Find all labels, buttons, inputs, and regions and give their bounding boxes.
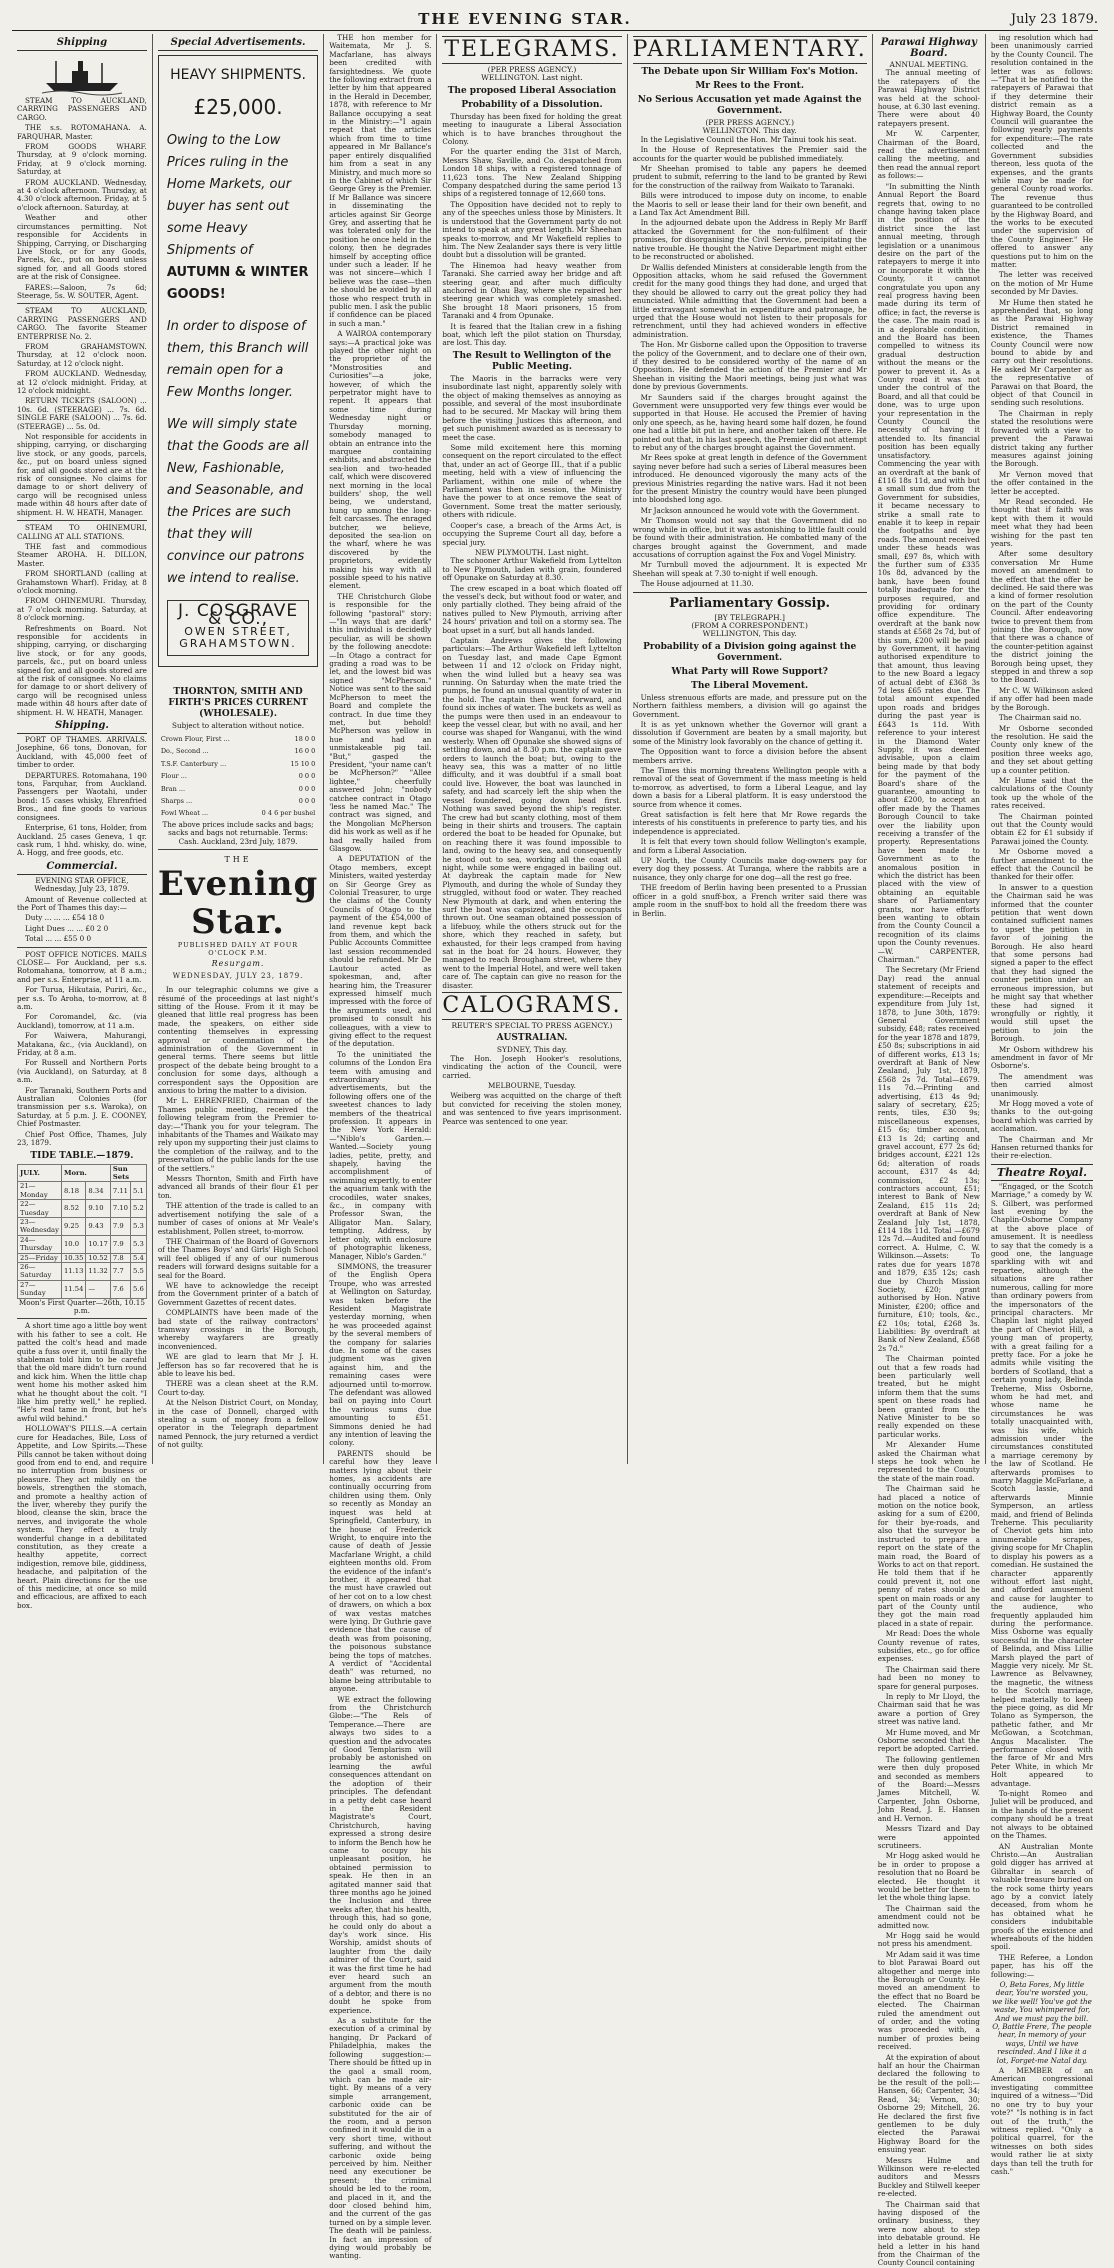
tide-cell: 5.5 <box>131 1262 147 1280</box>
sub-heading: The Liberal Movement. <box>691 680 809 691</box>
tide-cell: 8.34 <box>86 1182 110 1200</box>
news-paragraph: To-night Romeo and Juliet will be produced, and in the hands of the present company should be a treat not always to be obtained on the Thames. <box>990 1789 1093 1841</box>
news-paragraph: Mr Osborne seconded the resolution. He said the County only knew of the position three weeks ago, and they set about getting up a counter petition. <box>990 723 1093 775</box>
ad-title: HEAVY SHIPMENTS. <box>170 67 306 83</box>
news-paragraph: The Hinemoa had heavy weather from Taranaki. She carried away her bridge and aft steering gear, and after much difficulty anchored in Ohau Bay, where she repaired her steering gear which was completely smashed. She brought 18 Maori prisoners, 15 from Taranaki and 4 from Opunake. <box>442 260 622 321</box>
tide-cell: 24—Thursday <box>18 1235 62 1253</box>
dateline: NEW PLYMOUTH. Last night. <box>474 547 589 557</box>
agency-line: (PER PRESS AGENCY.) <box>487 65 577 74</box>
ad-paragraph: STEAM TO AUCKLAND, CARRYING PASSENGERS AND CARGO. <box>17 96 147 122</box>
ad-paragraph: Refreshments on Board. Not responsible for accidents in shipping, carrying, or discharging live stock, or for any goods, parcels, &c., put on board unless signed for, and all goods stored are at the risk of consignee. No claims for damage to or short delivery of cargo will be recognised unless made within 48 hours after date of shipment. H. W. HEATH, Manager. <box>17 623 147 717</box>
tide-cell: 8.18 <box>61 1182 85 1200</box>
news-paragraph: PORT OF THAMES. ARRIVALS. Josephine, 66 tons, Donovan, for Auckland, with 45,000 feet of timber to order. <box>17 735 147 770</box>
news-paragraph: Mr Osborne moved a further amendment to the effect that the Council be thanked for their offer. <box>990 847 1093 882</box>
news-paragraph: Bills were introduced to impose duty on income, to enable the Maoris to sell or lease their land for their own benefit, and a Land Tax Act Amendment Bill. <box>632 191 867 218</box>
tide-header: Sun Sets <box>110 1164 146 1182</box>
tide-cell: 8.52 <box>61 1200 85 1218</box>
paper-title: THE EVENING STAR. <box>418 10 632 28</box>
section-heading-telegrams: TELEGRAMS. <box>444 37 620 62</box>
table-row <box>18 1280 147 1298</box>
price-item: Crown Flour, First ... <box>160 735 230 744</box>
ad-body-line: In order to dispose of them, this Branch will remain open for a Few Months longer. <box>166 319 309 400</box>
tide-cell: 22—Tuesday <box>18 1200 62 1218</box>
price-item: Bran ... <box>160 784 186 793</box>
news-paragraph: The Secretary (Mr Friend Day) read the annual statement of receipts and expenditure:—Receipts and expenditure from July 1st, 1878, to June 30th, 1879: General Government subsidy, £48; rates received for the year 1878 and 1879, £50 8s; subscriptions in aid of different works, £13 1s; overdraft at Bank of New Zealand, July 1st, 1879, £568 2s 7d. Total—£679. 11s 7d.—Printing and advertising, £13 4s 9d; salary of secretary, £25; rents, tiles, £30 9s; miscellaneous expenses, £15 6s; timber account, £13 1s 2d; carting and gravel account, £77 2s 6d; bridges account, £221 12s 6d; alteration of roads account, £317 4s 4d; commission, £2 13s; contractors account, £51; interest to Bank of New Zealand, £15 11s 2d; overdraft at Bank of New Zealand July 1st, 1878, £114 18s 11d. Total —£679 12s 7d.—Audited and found correct. A. Hulme, C. W. Wilkinson.—Assets: To rates due for years 1878 and 1879, £35 12s; cash due by Church Mission Society, £20; grant authorised by Hon. Native Minister, £200; office and furniture, £10; tools, &c., £2 10s; total, £268 3s. Liabilities: By overdraft at Bank of New Zealand, £568 2s 7d." <box>877 965 980 1353</box>
advertiser-street: OWEN STREET, <box>184 624 292 638</box>
news-paragraph: UP North, the County Councils make dog-owners pay for every dog they possess. At Turanga, where the rabbits are a nuisance, they only charge for one dog—all the rest go free. <box>632 856 867 882</box>
news-paragraph: Thursday has been fixed for holding the great meeting to inaugurate a Liberal Association which is to have branches throughout the Colony. <box>442 111 622 147</box>
news-paragraph: Cooper's case, a breach of the Arms Act, is occupying the Supreme Court all day, before a special jury. <box>442 520 622 547</box>
steamship-icon <box>17 53 147 97</box>
editorial-masthead <box>158 856 318 980</box>
sub-heading: The Result to Wellington of the Public Meeting. <box>452 350 612 372</box>
tide-cell: 7.7 <box>110 1262 130 1280</box>
notice-line: Chief Post Office, Thames, July 23, 1879. <box>17 1129 147 1148</box>
ad-paragraph: FROM OHINEMURI. Thursday, at 7 o'clock morning. Saturday, at 8 o'clock morning. <box>17 596 147 623</box>
commercial-line: Total ... ... £55 0 0 <box>25 934 92 944</box>
news-paragraph: Mr Vernon moved that the offer contained in the letter be accepted. <box>990 469 1093 496</box>
news-paragraph: Mr Read: Does the whole County revenue of rates, subsidies, etc., go for office expenses. <box>877 1629 980 1664</box>
ad-paragraph: THE s.s. ROTOMAHANA. A. FARQUHAR, Master. <box>17 123 147 141</box>
news-paragraph: To the uninitiated the columns of the London Era teem with amusing and extraordinary advertisements, but the following offers one of the sweetest chances to lady members of the theatrical profession. It appears in the New York Herald:—"Niblo's Garden.—Wanted.—Society young ladies, petite, pretty, and shapely, having the accomplishment of swimming expertly, to enter the aquarium tank with the crocodiles, water snakes, &c., in company with Professor Swan, the Alligator Man. Salary, tempting. Address, by letter only, with enclosure of photographic likeness, Manager, Niblo's Garden." <box>329 1049 432 1261</box>
masthead-published: PUBLISHED DAILY AT FOUR O'CLOCK P.M. <box>177 940 299 957</box>
news-paragraph: The Opposition want to force a division before the absent members arrive. <box>632 747 867 765</box>
tide-cell: 11.32 <box>86 1262 110 1280</box>
agency-line: REUTER'S SPECIAL TO PRESS AGENCY.) <box>451 1021 613 1031</box>
sub-heading: Probability of a Dissolution. <box>461 99 603 110</box>
news-paragraph: In the adjourned debate upon the Address in Reply Mr Barff attacked the Government for the non-fulfilment of their promises, for disorganising the Civil Service, precipitating the native trouble. He thought the Native Department might either to be reconstructed or abolished. <box>632 218 867 262</box>
news-paragraph: The Opposition have decided not to reply to any of the speeches unless those by Ministers. It is understood that the Government party do not intend to speak at any great length. Mr Sheehan speaks to-morrow, and Mr Wakefield replies to him. The New Zealander says there is very little doubt but a dissolution will be granted. <box>442 199 622 260</box>
table-row <box>18 1217 147 1235</box>
news-paragraph: In answer to a question the Chairman said he was informed that the counter petition that went down contained sufficient names to upset the petition in favor of joining the Borough. He also heard that some persons had signed a paper to the effect that they had signed the counter petition under an erroneous impression, but he might say that whether these had signed it wrongfully or rightly, it would still upset the petition to join the Borough. <box>990 882 1093 1044</box>
by-line: [BY TELEGRAPH.] <box>714 612 785 622</box>
news-paragraph: The Times this morning threatens Wellington people with a removal of the seat of Government if the mass meeting is held to-morrow, as advertised, to form a Liberal League, and lay down a basis for a Liberal platform. It is easy understood the source from whence it comes. <box>632 766 867 809</box>
agency-line: (PER PRESS AGENCY.) <box>705 118 794 127</box>
news-paragraph: Mr Sheehan promised to table any papers he deemed prudent to submit, referring to the land to be granted by Rewi for the construction of the railway from Waikato to Taranaki. <box>632 164 867 190</box>
news-paragraph: Messrs Hulme and Wilkinson were re-elected auditors and Messrs Buckley and Stilwell keeper re-elected. <box>877 2155 980 2199</box>
news-paragraph: THERE was a clean sheet at the R.M. Court to-day. <box>157 1379 319 1397</box>
table-row <box>160 746 316 756</box>
dateline: MELBOURNE, Tuesday. <box>488 1081 576 1091</box>
tide-header: Morn. <box>61 1164 110 1182</box>
columns <box>12 33 1098 2268</box>
news-paragraph: The amendment was then carried almost unanimously. <box>990 1071 1093 1098</box>
news-paragraph: Mr Osborn withdrew his amendment in favor of Mr Osborne's. <box>990 1044 1093 1071</box>
news-paragraph: "Engaged, or the Scotch Marriage," a comedy by W. S. Gilbert, was performed last evening by the Chaplin-Osborne Company at the above place of amusement. It is needless to say that the comedy is a good one, the language sparkling with wit and repartee, although the situations are rather numerous, calling for more than ordinary powers from the impersonators of the principal characters. Mr Chaplin last night played the part of Cheviot Hill, a young man of property, with a great failing for a pretty face. For a joke he admits while visiting the borders of Scotland, that a certain young lady, Belinda Treherne, Miss Osborne, whom he had met, and whose name he circumstances he was totally unacquainted with, was his wife, which admission under the circumstances constituted a marriage ceremony by the law of Scotland. He afterwards promises to marry Maggie McFarlane, a Scotch lassie, and afterwards Minnie Symperson, an artless maid, and friend of Belinda Treherne. This peculiarity of Cheviot gets him into innumerable scrapes, giving scope for Mr Chaplin to display his powers as a comedian. He sustained the character apparently without effort last night, and afforded amusement and cause for laughter to the audience, who frequently applauded him during the performance. Miss Osborne was equally successful in the character of Belinda, and Miss Lillie Marsh played the part of Maggie very nicely. Mr St. Lawrence as Belvawney, the magnetic, the witness to the Scotch marriage, helped materially to keep the piece going, as did Mr Tolano as Symperson, the pathetic father, and Mr McGowan, a Scotchman, Angus Macalister. The performance closed with the farce of Mr and Mrs Peter White, in which Mr Holt appeared to advantage. <box>990 1181 1093 1788</box>
news-paragraph: The Chairman said he had placed a notice of motion on the notice book, asking for a sum of £200, for their bye-roads, and also that the surveyor be instructed to prepare a report on the state of the main road, the Board of Works to act on that report. He told them that if he could prevent it, not one penny of rates should be spent on main roads or any part of the County until they got the main road placed in a state of repair. <box>877 1484 980 1628</box>
column-news <box>324 33 437 2261</box>
news-paragraph: Mr Hogg asked would he be in order to propose a resolution that no Board be elected. He thought it would be better for them to let the whole thing lapse. <box>877 1851 980 1903</box>
news-paragraph: WE are glad to learn that Mr J. H. Jefferson has so far recovered that he is able to leave his bed. <box>157 1352 319 1378</box>
news-paragraph: COMPLAINTS have been made of the bad state of the railway contractors' tramway crossings in the Borough, whereby wayfarers are greatly inconvenienced. <box>157 1308 319 1351</box>
ad-paragraph: FARES:—Saloon, 7s 6d; Steerage, 5s. W. SOUTER, Agent. <box>17 282 147 300</box>
dateline: WELLINGTON. This day. <box>702 126 797 136</box>
sub-heading: Probability of a Division going against the Government. <box>643 641 857 663</box>
news-paragraph: The Chairman said there had been no money to spare for general purposes. <box>877 1664 980 1691</box>
news-paragraph: The Chairman pointed out that the County would obtain £2 for £1 subsidy if Parawai joined the County. <box>990 811 1093 846</box>
news-paragraph: "In submitting the Ninth Annual Report the Board regrets that, owing to no change having taken place in the position of the district since the last annual meeting, through legislation or a unanimous desire on the part of the ratepayers to merge it into or incorporate it with the County, it cannot congratulate you upon any real progress having been made during its term of office; in fact, the reverse is the case. The main road is in a deplorable condition, and the Board has been compelled to witness its gradual destruction without the means or the power to prevent it. As a County road it was not under the control of the Board, and all that could be done, was to urge upon your representation in the County Council the necessity of having it attended to. Its financial position has been equally unsatisfactory. Commencing the year with an overdraft at the bank of £116 18s 11d, and with but a small sum due from the Government for subsidies, it became necessary to strike a small rate to enable it to keep in repair the footpaths and bye roads. The amount received under these heads was small, £97 8s, which with the further sum of £335 10s 8d, advanced by the bank, have been found totally inadequate for the purposes required, and providing for ordinary office expenditure. The overdraft at the bank now stands at £568 2s 7d, but of this sum, £200 will be paid by Government, it having authorised expenditure to that amount, thus leaving to the new Board a legacy of actual debt of £368 3s 7d less £65 rates due. The total amount expended upon roads and bridges during the past year is £643 1s 11d. With reference to your interest in the Diamond Water Supply, it was deemed advisable, upon a claim being made by that body for the payment of the Board's share of the guarantee, amounting to about £200, to accept an offer made by the Thames Borough Council to take over the liability upon receiving a transfer of the property. Representations have been made to Government as to the anomalous position in which the district has been placed with the view of obtaining an equitable share of Parliamentary grants, nor have efforts been wanting to obtain from the County Council a recognition of its claims upon the County revenues.—W. CARPENTER, Chairman." <box>877 181 980 965</box>
table-row <box>18 1235 147 1253</box>
news-paragraph: DEPARTURES. Rotomahana, 190 tons, Farquhar, from Auckland. Passengers per Waotahi, under bond: 15 cases whisky, Ehrenfried Bros., and fine goods to various consignees. <box>17 770 147 822</box>
tide-cell: 27—Sunday <box>18 1280 62 1298</box>
ad-paragraph: Not responsible for accidents in shipping, carrying, or discharging live stock, or any goods, parcels, &c., put on board unless signed for, and all goods stored are at the risk of consignee. No claims for damage to or short delivery of cargo will be recognised unless made within 48 hours after date of shipment. H. W. HEATH, Manager. <box>17 432 147 517</box>
tide-cell: 7.6 <box>110 1280 130 1298</box>
news-paragraph: The Chairman in reply stated the resolutions were forwarded with a view to prevent the Parawai district taking any further measures against joining the Borough. <box>990 408 1093 469</box>
tide-cell: 7.11 <box>110 1182 130 1200</box>
news-paragraph: THE attention of the trade is called to an advertisement notifying the sale of a number of cases of onions at Mr Veale's establishment, Pollen street, to-morrow. <box>157 1201 319 1236</box>
ad-body-line: Owing to the Low Prices ruling in the Home Markets, our buyer has sent out some Heavy Shipments of <box>166 133 292 258</box>
divider <box>17 520 147 521</box>
ad-signature <box>167 600 309 656</box>
commercial-line: Amount of Revenue collected at the Port of Thames this day:— <box>17 894 147 912</box>
news-paragraph: AN Australian Monte Christo.—An Australian gold digger has arrived at Gibraltar in search of valuable treasure buried on the rock some thirty years ago by a convict lately deceased, from whom he has obtained what he considers indubitable proofs of the existence and whereabouts of the hidden spoil. <box>990 1841 1093 1952</box>
column-telegrams <box>437 34 627 1464</box>
tide-cell: 23—Wednesday <box>18 1217 62 1235</box>
news-paragraph: THE Referee, a London paper, has his off the following:— <box>990 1952 1093 1979</box>
news-paragraph: It is felt that every town should follow Wellington's example, and form a Liberal Association. <box>632 837 867 855</box>
ad-paragraph: STEAM TO OHINEMURI, CALLING AT ALL STATIONS. <box>17 523 147 541</box>
tide-cell: 5.3 <box>131 1235 147 1253</box>
table-row <box>160 808 316 818</box>
news-paragraph: The Chairman and Mr Hansen returned thanks for their re-election. <box>990 1134 1093 1161</box>
ad-paragraph: Weather and other circumstances permitting. Not responsible for Accidents in Shipping, Carrying, or Discharging Live Stock, or for any Goods, Parcels, &c., put on board unless signed for, and all Goods stored are at the risk of Consignee. <box>17 213 147 282</box>
news-paragraph: As a substitute for the execution of a criminal by hanging, Dr Packard of Philadelphia, makes the following suggestion:—There should be fitted up in the gaol a small room, which can be made air-tight. By means of a very simple arrangement, carbonic oxide can be substituted for the air of the room, and a person confined in it would die in a very short time, without suffering, and without the carbonic oxide being perceived by him. Neither need any executioner be present; the criminal should be led to the room, and placed in it, and the door closed behind him, and the current of the gas turned on by a simple lever. The death will be painless. In fact an impression of dying would probably be wanting. <box>329 2016 432 2261</box>
table-row <box>160 784 316 794</box>
column-highway-board <box>873 34 986 2268</box>
news-paragraph: A MEMBER of an American congressional investigating committee inquired of a witness—"Did no one try to buy your vote?" "Is nothing is in fact out of the truth," the witness replied. "Only a political quarrel, for the witnesses on both sides would rather lie at sixty days than tell the truth for cash." <box>990 2066 1093 2176</box>
divider <box>17 303 147 304</box>
news-paragraph: Messrs Tizard and Day were appointed scrutineers. <box>877 1824 980 1850</box>
news-paragraph: Mr W. Carpenter, Chairman of the Board, read the advertisement calling the meeting, and then read the annual report as follows:— <box>877 129 980 181</box>
tide-header: JULY. <box>18 1164 62 1182</box>
tide-cell: 5.1 <box>131 1182 147 1200</box>
news-paragraph: PARENTS should be careful how they leave matters lying about their homes, as accidents are continually occurring from children using them. Only so recently as Monday an inquest was held at Springfield, Canterbury, in the house of Frederick Wright, to enquire into the cause of death of Jessie Macfarlane Wright, a child eighteen months old. From the evidence of the infant's brother, it appeared that the must have crawled out of her cot on to a low chest of drawers, on which a box of wax vestas matches were lying. Dr Guthrie gave evidence that the cause of death was from poisoning, the poisonous substance being the tops of matches. A verdict of "Accidental death" was returned, no blame being attributable to anyone. <box>329 1448 432 1694</box>
tide-cell: 10.0 <box>61 1235 85 1253</box>
news-paragraph: Captain Andrews gives the following particulars:—The Arthur Wakefield left Lyttelton on Tuesday last, and made Cape Egmont between 11 and 12 o'clock on Friday night, when the wind lulled but a heavy sea was running. On Saturday when the mate tried the pumps, he found an unusual quantity of water in the hold. The captain then went forward, and found six inches of water. The buckets as well as the pumps were then used in an endeavour to keep the vessel clear, but with no avail, and her course was shaped for Wanganui, with the wind westerly. When off Opunake she showed signs of settling down, and at 8.30 p.m. the captain gave orders to launch the boat; but, owing to the heavy sea, this was a matter of no little difficulty, and it was doubtful if a small boat could live. However, the boat was launched in safety, and had scarcely left the ship when the vessel foundered, going down head first. Nothing was saved beyond the ship's register. The crew had but scanty clothing, most of them being in their shirts and trousers. The captain ordered the boat to be headed for Opunake, but on reaching there it was found impossible to land, owing to the heavy sea, and consequently he stood out to sea, working all the coast all night, while some were engaged in bailing out. At daybreak the captain made for New Plymouth, and during the whole of Sunday they struggled, without food or water. They reached New Plymouth at dark, and when entering the surf the boat was capsized, and the occupants thrown out. One seaman obtained possession of a lifebuoy, while the others struck out for the shore, which they reached in safety, but exhausted, for their legs cramped from having sat in the boat for 24 hours. However, they managed to reach Brougham street, where they went to the Imperial Hotel, and were well taken care of. The captain can give no reason for the disaster. <box>442 635 622 990</box>
section-heading-gossip: Parliamentary Gossip. <box>633 592 867 612</box>
news-paragraph: Unless strenuous efforts are made, and pressure put on the Northern faithless members, a division will go against the Government. <box>632 692 867 719</box>
dateline: SYDNEY, This day. <box>496 1045 568 1055</box>
prices-subtitle: Subject to alteration without notice. <box>172 720 305 730</box>
tide-cell: 10.35 <box>61 1253 85 1262</box>
news-paragraph: Mr Read seconded. He thought that if faith was kept with them it would meet what they had been wishing for the past ten years. <box>990 496 1093 548</box>
tide-header-row <box>18 1164 147 1182</box>
advertiser-town: GRAHAMSTOWN. <box>179 637 297 651</box>
notice-line: POST OFFICE NOTICES. MAILS CLOSE— For Auckland, per s.s. Rotomahana, tomorrow, at 8 a.m.; and per s.s. Enterprise, at 11 a.m. <box>17 949 147 984</box>
ad-paragraph: FROM AUCKLAND. Wednesday, at 4 o'clock afternoon. Thursday, at 4.30 o'clock afternoon. Friday, at 5 o'clock afternoon. Saturday, at <box>17 177 147 212</box>
sub-heading: The proposed Liberal Association <box>447 85 617 96</box>
news-paragraph: ing resolution which had been unanimously carried by the County Council. The resolution contained in the letter was as follows:—"That it be notified to the ratepayers of Parawai that if they determine their district remain as a Highway Board, the County Council will guarantee the following yearly payments for expenditure:—The rate collected and the Government subsidies thereon, less quota of the expenses, and the grants while may be made for general County road works. The revenue thus guaranteed to be controlled by the Highway Board, and the works to be executed under the supervision of the County Engineer." He offered to answer any questions put to him on the matter. <box>990 33 1093 269</box>
tide-cell: 7.8 <box>110 1253 130 1262</box>
advertiser-name: J. COSGRAVE & CO., <box>178 601 299 630</box>
sub-heading: What Party will Rowe Support? <box>671 666 828 677</box>
news-paragraph: Mr Hume said that the calculations of the County took up the whole of the rates received. <box>990 775 1093 811</box>
price-value: 0 0 0 <box>298 797 316 806</box>
news-paragraph: WE extract the following from the Christchurch Globe:—"The Rels of Temperance.—There are always two sides to a question and the advocates of Good Templarism will probably be astonished on learning the awful consequences attendant on the adoption of their principles. The defendant in a petty debt case heard in the Resident Magistrate's Court, Christchurch, having expressed a strong desire to inform the Bench how he came to occupy his unpleasant position, he obtained permission to speak. He then in an agitated manner said that three months ago he joined the Inclusion and three weeks after, that his health, through this, had so gone, he could only do about a day's work since. His Worship, amidst shouts of laughter from the daily admirer of the Court, said it was the first time he had ever heard such an argument from the mouth of a debtor, and there is no doubt he spoke from experience. <box>329 1694 432 2015</box>
tide-cell: 11.54 <box>61 1280 85 1298</box>
news-paragraph: In the House of Representatives the Premier said the accounts for the quarter would be published immediately. <box>632 145 867 163</box>
ad-body-line: We will simply state that the Goods are all New, Fashionable, and Seasonable, and the Prices are such that they will convince our patrons we intend to realise. <box>166 417 309 586</box>
section-heading-parliamentary: PARLIAMENTARY. <box>632 37 867 62</box>
news-paragraph: Mr Rees spoke at great length in defence of the Government saying never before had such a series of Liberal measures been introduced. He denounced vigorously the many acts of the previous Ministries regarding the native wars. Had it not been for the present Ministry the country would have been plunged into bloodshed long ago. <box>632 453 867 505</box>
news-paragraph: Mr Thomson would not say that the Government did no wrong while in office, but it was astonishing to little fault could be found with their administration. He combatted many of the charges brought against the Government, and made accusations of corruption against the Fox and Vogel Ministry. <box>632 516 867 559</box>
news-paragraph: The crew escaped in a boat which floated off the vessel's deck, but without food or water, and only partially clothed. They being afraid of the natives pulled to New Plymouth, arriving after 24 hours' privation and toil on a stormy sea. The boat upset in a surf, but all hands landed. <box>442 583 622 635</box>
news-paragraph: The Chairman said the amendment could not be admitted now. <box>877 1903 980 1930</box>
news-paragraph: THE Christchurch Globe is responsible for the following "pastoral" story:—"In ways that are dark" this individual is decidedly peculiar, as will be shown by the following anecdote:—In Otago a contract for grading a road was to be let, and the lowest bid was signed "McPherson." Notice was sent to the said McPherson to meet the Board and complete the contract. In due time they met, but behold! McPherson was yellow in hue and had an unmistakeable pig tail. "But," gasped the President, "your name can't be McPherson?" "Allee lightee," cheerfully answered John; "nobody catchee contract in Otago 'less he named Mac." The contract was signed, and the Mongolian McPherson did his work as well as if he had really hailed from Glasgow. <box>329 591 432 853</box>
news-paragraph: Mr Hogg said he would not press his amendment. <box>877 1930 980 1949</box>
news-paragraph: HOLLOWAY'S PILLS.—A certain cure for Headaches, Bile, Loss of Appetite, and Low Spirits.—These Pills cannot be taken without doing good from end to end, and require no interruption from business or pleasure. They act mildly on the bowels, strengthen the stomach, and promote a healthy action of the liver, whereby they purify the blood, cleanse the skin, brace the nerves, and invigorate the whole system. They effect a truly wonderful change in a debilitated constitution, as they create a healthy appetite, correct indigestion, remove bile, giddiness, headache, and palpitation of the heart. Plain directions for the use of this medicine, at once so mild and efficacious, are affixed to each box. <box>17 1424 147 1610</box>
commercial-line: EVENING STAR OFFICE, Wednesday, July 23, 1879. <box>34 875 130 894</box>
price-value: 0 4 6 per bushel <box>261 809 316 818</box>
price-value: 18 0 0 <box>294 735 316 744</box>
issue-date: July 23 1879. <box>1010 11 1098 27</box>
news-paragraph: Weiberg was acquitted on the charge of theft but convicted for receiving the stolen money, and was sentenced to five years imprisonment. Pearce was sentenced to one year. <box>442 1091 622 1126</box>
ad-paragraph: FROM GRAHAMSTOWN. Thursday, at 12 o'clock noon. Saturday, at 12 o'clock night. <box>17 341 147 368</box>
section-heading-shipping: Shipping <box>17 37 147 51</box>
notice-line: For Waiwera, Mahurangi, Matakana, &c., (via Auckland), on Friday, at 8 a.m. <box>17 1031 147 1058</box>
masthead-the: THE <box>224 855 252 865</box>
by-line: (FROM A CORRESPONDENT.) <box>691 620 808 630</box>
ad-body-line: AUTUMN & WINTER GOODS! <box>166 265 309 302</box>
price-value: 16 0 0 <box>294 747 316 756</box>
news-paragraph: Enterprise, 61 tons, Holder, from Auckland. 25 cases Geneva, 1 qr. cask rum, 1 hhd. whisky, do. wine, A. Hogg, and free goods, etc. <box>17 823 147 858</box>
tide-cell: 11.13 <box>61 1262 85 1280</box>
section-heading-shipping-news: Shipping. <box>17 720 147 734</box>
news-paragraph: Mr Alexander Hume asked the Chairman what steps he took when he represented to the County the state of the main road. <box>877 1440 980 1483</box>
cosgrave-advertisement <box>158 55 318 667</box>
tide-cell: 21—Monday <box>18 1182 62 1200</box>
price-item: T.S.F. Canterbury ... <box>160 759 227 768</box>
column-shipping <box>12 34 153 1610</box>
ad-paragraph: RETURN TICKETS (SALOON) ... 10s. 6d. (STEERAGE) ... 7s. 6d. SINGLE FARE (SALOON) ... 7s. 6d. (STEERAGE) ... 5s. 0d. <box>17 396 147 431</box>
news-paragraph: The Maoris in the barracks were very insubordinate last night, apparently solely with the object of making themselves as annoying as possible, and several of the most insubordinate had to be secured. Mr Mackay will bring them before the visiting Justices this afternoon, and get such punishment awarded as is necessary to meet the case. <box>442 373 622 442</box>
news-paragraph: Dr Wallis defended Ministers at considerable length from the Opposition attacks, whom he said refused the Government credit for the many good things they had done, and urged that they should be allowed to carry out the great policy they had enunciated. While admitting that the Government had been a little extravagant somewhat in expenditure and patronage, he urged that the House would not listen to their proposals for retrenchment, until they had achieved wonders in effective administration. <box>632 262 867 339</box>
news-paragraph: The Chairman pointed out that a few roads had been particularly well treated, but he might inform them that the sums spent on these roads had been granted from the Native Minister to be so really expended on these particular works. <box>877 1354 980 1439</box>
verse: O, Beta Fores, My little dear, You're worsted you, we like well! You've got the waste, You whimpered for, And we must pay the bill. O, Battle Frere, The people hear, In memory of your ways, Until we have rescinded. And I like it a lot, Forget-me Natal day. <box>991 1980 1092 2065</box>
table-row <box>18 1262 147 1280</box>
divider <box>158 849 318 850</box>
news-paragraph: The House adjourned at 11.30. <box>640 579 754 589</box>
tide-cell: 10.17 <box>86 1235 110 1253</box>
news-paragraph: THE Chairman of the Board of Governors of the Thames Boys' and Girls' High School will feel obliged if any of our numerous readers will forward designs suitable for a seal for the Board. <box>157 1236 319 1280</box>
news-paragraph: SIMMONS, the treasurer of the English Opera Troupe, who was arrested at Wellington on Saturday, was taken before the Resident Magistrate yesterday morning, when he was proceeded against by the several members of the company for salaries due. In some of the cases judgment was given against him, and the remaining cases were adjourned until to-morrow. The defendant was allowed bail on paying into Court the various sums due amounting to £51. Simmons denied he had any intention of leaving the colony. <box>329 1261 432 1448</box>
news-paragraph: Mr Hume moved, and Mr Osborne seconded that the report be adopted. Carried. <box>877 1727 980 1754</box>
news-paragraph: For the quarter ending the 31st of March, Messrs Shaw, Saville, and Co. despatched from London 18 ships, with a registered tonnage of 11,623 tons. The New Zealand Shipping Company despatched during the same period 13 ships of a registered tonnage of 12,660 tons. <box>442 147 622 199</box>
news-paragraph: The letter was received on the motion of Mr Hume seconded by Mr Davies. <box>990 270 1093 297</box>
news-paragraph: WE have to acknowledge the receipt from the Government printer of a batch of Government Gazettes of recent dates. <box>157 1280 319 1307</box>
news-paragraph: THE hon member for Waitemata, Mr J. S. Macfarlane, has always been credited with farsightedness. We quote the following extract from a letter by him that appeared in the Herald in December, 1878, with reference to Mr Ballance occupying a seat in the Ministry:—"I again repeat that the articles which from time to time appeared in Mr Ballance's paper entirely disqualified him from a seat in any Ministry, and much more so in the Cabinet of which Sir George Grey is the Premier. If Mr Ballance was sincere in disseminating the articles against Sir George Grey, and asserting that he was tolerated only for the position he once held in the colony, then he degrades himself by accepting office under such a leader. If he was not sincere—which I believe was the case—then he should be avoided by all those who respect truth in public men. I ask the public if confidence can be placed in such a man." <box>329 33 432 328</box>
section-heading-special-ads: Special Advertisements. <box>158 37 318 51</box>
news-paragraph: THE freedom of Berlin having been presented to a Prussian officer in a gold snuff-box, a French writer said there was ample room in the snuff-box to hold all the freedom there was in Berlin. <box>632 883 867 918</box>
news-paragraph: Mr L. EHRENFRIED, Chairman of the Thames public meeting, received the following telegram from the Premier to-day:—"Thank you for your telegram. The inhabitants of the Thames and Waikato may rely upon my supporting their just claims to the completion of the railway, and to the preservation of the public lands for the use of the settlers." <box>157 1096 319 1173</box>
commercial-line: Duty ... ... ... £54 18 0 <box>25 913 105 923</box>
section-heading-theatre: Theatre Royal. <box>991 1164 1093 1181</box>
dateline: WELLINGTON. Last night. <box>481 73 583 83</box>
table-row <box>160 796 316 806</box>
news-paragraph: The following gentlemen were then duly proposed and seconded as members of the Board:—Messrs James Mitchell, W. Carpenter, John Osborne, John Read, J. E. Hansen and H. Vernon. <box>877 1754 980 1823</box>
news-paragraph: In the Legislative Council the Hon. Mr Tainui took his seat. <box>640 134 857 144</box>
notice-line: For Turua, Hikutaia, Puriri, &c., per s.s. To Aroha, to-morrow, at 8 a.m. <box>17 985 147 1011</box>
column-advertisements <box>153 34 324 1464</box>
notice-line: For Coromandel, &c. (via Auckland), tomorrow, at 11 a.m. <box>17 1012 147 1030</box>
tide-cell: 5.2 <box>131 1200 147 1218</box>
tide-table-title: TIDE TABLE.—1879. <box>30 1150 134 1161</box>
prices-title: THORNTON, SMITH AND FIRTH'S PRICES CURRENT (WHOLESALE). <box>168 686 308 719</box>
news-paragraph: Mr Saunders said if the charges brought against the Government were unsupported very few things ever would be supported in that House. He accused the Premier of having only one speech, as he, having heard some half dozen, he found one had a little bit put in here, and another taken off there. He pointed out that, in his last speech, the Premier did not attempt to rebut any of the charges brought against the Government. <box>632 392 867 453</box>
news-paragraph: Mr Jackson announced he would vote with the Government. <box>640 505 860 515</box>
news-paragraph: Mr Turnbull moved the adjournment. It is expected Mr Sheehan will speak at 7.30 to-night if well enough. <box>632 560 867 578</box>
tide-cell: 7.9 <box>110 1217 130 1235</box>
sub-heading: The Debate upon Sir William Fox's Motion. <box>641 67 858 77</box>
news-paragraph: A DEPUTATION of the Otago members, except Ministers, waited yesterday on Sir George Grey as Colonial Treasurer, to urge the claims of the County Councils of Otago to the payment of the £54,000 of land revenue kept back from them, and which the Public Accounts Committee last session recommended should be refunded. Mr De Lautour acted as spokesman, and, after hearing him, the Treasurer expressed himself much impressed with the force of the arguments used, and promised to consult his colleagues, with a view to giving effect to the request of the deputation. <box>329 854 432 1049</box>
masthead-motto: Resurgam. <box>211 959 265 969</box>
news-paragraph: The Chairman said that having disposed of the ordinary business, they were now about to step into debatable ground. He held a letter in his hand from the Chairman of the County Council containing <box>877 2199 980 2268</box>
news-paragraph: In reply to Mr Lloyd, the Chairman said that he was aware a portion of Grey street was native land. <box>877 1692 980 1727</box>
news-paragraph: The Chairman said no. <box>998 713 1082 723</box>
notice-line: For Russell and Northern Ports (via Auckland), on Saturday, at 8 a.m. <box>17 1058 147 1085</box>
tide-cell: 7.9 <box>110 1235 130 1253</box>
ad-paragraph: FROM SHORTLAND (calling at Grahamstown Wharf). Friday, at 8 o'clock morning. <box>17 569 147 595</box>
divider <box>17 1318 147 1319</box>
section-heading-commercial: Commercial. <box>17 861 147 875</box>
news-paragraph: The Hon. Mr Gisborne called upon the Opposition to traverse the policy of the Government, and to declare one of their own, if they desired to be considered worthy of the name of an Opposition. He defended the action of the Premier and Mr Sheehan in visiting the Maori meetings, being just what was done by previous Governments. <box>632 340 867 392</box>
table-row <box>160 734 316 744</box>
section-heading-calograms: CALOGRAMS. <box>442 993 622 1019</box>
news-paragraph: Mr Hogg moved a vote of thanks to the out-going board which was carried by acclamation. <box>990 1098 1093 1134</box>
ad-paragraph: STEAM TO AUCKLAND, CARRYING PASSENGERS AND CARGO. The favorite Steamer ENTERPRISE No. 2. <box>17 306 147 341</box>
price-value: 0 0 0 <box>298 772 316 781</box>
price-value: 15 10 0 <box>290 759 316 768</box>
ad-paragraph: THE fast and commodious Steamer AROHA. H. DILLON, Master. <box>17 541 147 568</box>
news-paragraph: Great satisfaction is felt here that Mr Rowe regards the interests of his constituents in preference to party ties, and his independence is appreciated. <box>632 810 867 836</box>
tide-cell: — <box>86 1280 110 1298</box>
notice-line: For Taranaki, Southern Ports and Australian Colonies (for transmission per s.s. Waroka), on Saturday, at 5 p.m. J. E. COONEY, Chief Postmaster. <box>17 1085 147 1129</box>
moon-phase: Moon's First Quarter—26th, 10.15 p.m. <box>18 1297 145 1315</box>
prices-table <box>158 732 318 821</box>
tide-cell: 5.3 <box>131 1217 147 1235</box>
column-parliamentary <box>628 34 873 1464</box>
masthead <box>12 8 1098 31</box>
news-paragraph: The Hon. Joseph Hooker's resolutions, vindicating the action of the Council, were carried. <box>442 1053 622 1080</box>
ad-paragraph: FROM AUCKLAND. Wednesday, at 12 o'clock midnight. Friday, at 12 o'clock midnight. <box>17 369 147 395</box>
sub-heading: No Serious Accusation yet made Against the Government. <box>637 95 862 116</box>
sub-heading: Mr Rees to the Front. <box>695 81 804 91</box>
sub-heading: ANNUAL MEETING. <box>889 60 969 69</box>
table-row <box>18 1253 147 1262</box>
news-paragraph: It is feared that the Italian crew in a fishing boat, which left the pilot station on Thursday, are lost. This day. <box>442 321 622 348</box>
sub-heading: AUSTRALIAN. <box>496 1033 568 1044</box>
news-paragraph: At the expiration of about half an hour the Chairman declared the following to be the result of the poll:—Hansen, 66; Carpenter, 34; Read, 34; Vernon, 30; Osborne 29; Mitchell, 26. He declared the first five gentlemen to be duly elected the Parawai Highway Board for the ensuing year. <box>877 2052 980 2155</box>
dateline: WELLINGTON, This day. <box>702 629 797 639</box>
commercial-line: Light Dues ... ... £0 2 0 <box>25 923 109 933</box>
tide-cell: 26—Saturday <box>18 1262 62 1280</box>
tide-cell: 9.43 <box>86 1217 110 1235</box>
price-value: 0 0 0 <box>298 784 316 793</box>
news-paragraph: At the Nelson District Court, on Monday, in the case of Donnell, charged with stealing a sum of money from a fellow operator in the Telegraph department named Pennock, the jury returned a verdict of not guilty. <box>157 1398 319 1450</box>
ad-price: £25,000. <box>193 95 283 119</box>
price-item: Flour ... <box>160 772 187 781</box>
news-paragraph: A short time ago a little boy went with his father to see a colt. He patted the colt's head and made quite a fuss over it, until finally the stableman told him to be careful that the old mare didn't turn round and kick him. When the little chap went home his mother asked him what he thought about the colt. "I like him pretty well," he replied. "He's real tame in front, but he's awful wild behind." <box>17 1321 147 1423</box>
prices-note: The above prices include sacks and bags; sacks and bags not returnable. Terms: Cash. Auckland, 23rd July, 1879. <box>162 819 314 846</box>
news-paragraph: Some mild excitement here this morning consequent on the report circulated to the effect that, under an act of George III., that if a public meeting, held with a view of influencing the Parliament, within one mile of where the Parliament was then in session, the Ministry have the power to at once remove the seat of Government. Some treat the matter seriously, others with ridicule. <box>442 443 622 520</box>
tide-cell: 7.10 <box>110 1200 130 1218</box>
tide-cell: 9.25 <box>61 1217 85 1235</box>
section-heading-highway-board: Parawai Highway Board. <box>880 37 977 59</box>
news-paragraph: In our telegraphic columns we give a résumé of the proceedings at last night's sitting of the House. From it it may be gleaned that little real progress has been made, the speakers, on either side contenting themselves in expressing approval or condemnation of the administration of the Government in general terms. There seems but little prospect of the debate being brought to a conclusion for some days, although a correspondent says the Opposition are anxious to bring the matter to a division. <box>157 985 319 1095</box>
tide-cell: 5.4 <box>131 1253 147 1262</box>
ad-paragraph: FROM GOODS WHARF. Thursday, at 9 o'clock morning. Friday, at 9 o'clock morning. Saturday, at <box>17 142 147 177</box>
price-item: Sharps ... <box>160 797 193 806</box>
news-paragraph: It is as yet unknown whether the Governor will grant a dissolution if Government are beaten by a small majority, but some of the Ministry look favorably on the chance of getting it. <box>632 719 867 746</box>
tide-cell: 5.6 <box>131 1280 147 1298</box>
news-paragraph: A WAIROA contemporary says:—A practical joke was played the other night on the proprietor of the "Monstrosities and Curiosities"—a joke, however, of which the perpetrator might have to repent. It appears that some time during Wednesday night or Thursday morning, somebody managed to obtain an entrance into the marquee containing exhibits, and abstracted the sea-lion and two-headed calf, which were discovered next morning in the local builders' shop, the well being, we understand, hung up among the long-felt carcasses. The enraged butcher, we believe, deposited the sea-lion on the wharf, where he was discovered by the proprietors, evidently making his way with all possible speed to his native element. <box>329 329 432 591</box>
masthead-name: Evening Star. <box>157 863 319 942</box>
column-theatre <box>986 33 1098 2176</box>
table-row <box>18 1200 147 1218</box>
tide-cell: 25—Friday <box>18 1253 62 1262</box>
table-row <box>160 759 316 769</box>
price-item: Fowl Wheat ... <box>160 809 209 818</box>
news-paragraph: The annual meeting of the ratepayers of the Parawai Highway District was held at the school-house, at 6.30 last evening. There were about 40 ratepayers present. <box>877 68 980 128</box>
tide-table <box>17 1164 147 1299</box>
tide-cell: 10.52 <box>86 1253 110 1262</box>
table-row <box>160 771 316 781</box>
price-item: Do., Second ... <box>160 747 209 756</box>
news-paragraph: The schooner Arthur Wakefield from Lyttelton to New Plymouth, laden with grain, foundered off Opunake on Saturday at 8.30. <box>442 556 622 583</box>
news-paragraph: Mr Hume then stated he apprehended that, so long as the Parawai Highway District remained in existence, the Thames County Council were now bound to abide by and carry out their resolutions. He asked Mr Carpenter as the representative of Parawai on that Board, the object of that Council in sending such resolutions. <box>990 297 1093 408</box>
editorial-date: WEDNESDAY, JULY 23, 1879. <box>172 971 304 980</box>
divider <box>17 947 147 948</box>
tide-cell: 9.10 <box>86 1200 110 1218</box>
news-paragraph: Messrs Thornton, Smith and Firth have advanced all brands of their flour £1 per ton. <box>157 1174 319 1200</box>
news-paragraph: After some desultory conversation Mr Hume moved an amendment to the effect that the offer be declined. He said there was a kind of former resolution on the part of the County Council. After endeavoring twice to prevent them from joining the Borough, now that there was a chance of the counter-petition against the district joining the Borough being upset, they stepped in and threw a sop to the Board. <box>990 549 1093 685</box>
news-paragraph: Mr C. W. Wilkinson asked if any offer had been made by the Borough. <box>990 685 1093 712</box>
news-paragraph: Mr Adam said it was time to blot Parawai Board out altogether and merge into the Borough or County. He moved an amendment to the effect that no Board be elected. The Chairman ruled the amendment out of order, and the voting was proceeded with, a number of proxies being received. <box>877 1949 980 2052</box>
table-row <box>18 1182 147 1200</box>
